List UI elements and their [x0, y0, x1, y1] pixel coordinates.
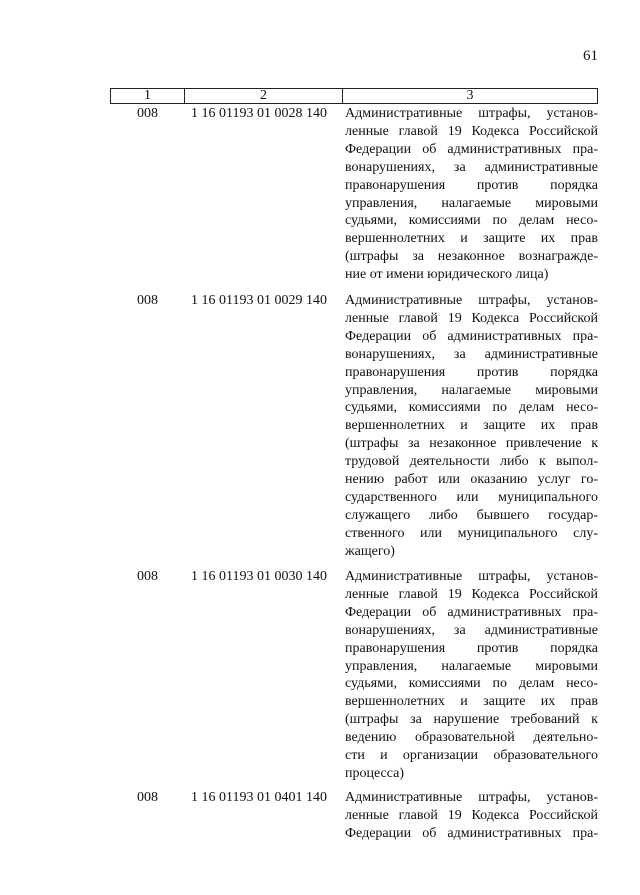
table-header [110, 88, 598, 104]
revenue-description [345, 292, 598, 561]
description-line: вонарушениях, за административные [345, 159, 598, 175]
revenue-description [345, 105, 598, 284]
budget-classification-code: 1 16 01193 01 0401 140 [191, 790, 327, 805]
admin-code: 008 [137, 293, 158, 308]
description-line: правонарушения против порядка [345, 640, 598, 656]
description-line: правонарушения против порядка [345, 177, 598, 193]
admin-code: 008 [137, 106, 158, 121]
admin-code: 008 [137, 569, 158, 584]
description-line: жащего) [345, 543, 395, 559]
description-line: Федерации об административных пра- [345, 604, 598, 620]
admin-code: 008 [137, 790, 158, 805]
description-line: ние от имени юридического лица) [345, 267, 549, 283]
description-line: ственного или муниципального слу- [345, 525, 598, 541]
description-line: управления, налагаемые мировыми [345, 195, 598, 211]
description-line: сударственного или муниципального [345, 489, 598, 505]
description-line: управления, налагаемые мировыми [345, 658, 598, 674]
description-line: вонарушениях, за административные [345, 346, 598, 362]
description-line: судьями, комиссиями по делам несо- [345, 676, 598, 692]
description-line: (штрафы за нарушение требований к [345, 712, 598, 728]
revenue-description [345, 568, 598, 783]
description-line: судьями, комиссиями по делам несо- [345, 400, 598, 416]
description-line: вонарушениях, за административные [345, 622, 598, 638]
description-line: Административные штрафы, установ- [345, 790, 598, 805]
description-line: судьями, комиссиями по делам несо- [345, 213, 598, 229]
budget-classification-code: 1 16 01193 01 0029 140 [191, 293, 327, 308]
budget-classification-code: 1 16 01193 01 0028 140 [191, 106, 327, 121]
column-header-1: 1 [111, 89, 185, 103]
description-line: вершеннолетних и защите их прав [345, 694, 598, 710]
description-line: ленные главой 19 Кодекса Российской [345, 586, 598, 602]
revenue-description [345, 789, 598, 843]
description-line: Федерации об административных пра- [345, 141, 598, 157]
budget-classification-code: 1 16 01193 01 0030 140 [191, 569, 327, 584]
description-line: трудовой деятельности либо к выпол- [345, 454, 598, 470]
description-line: процесса) [345, 765, 405, 781]
description-line: служащего либо бывшего государ- [345, 507, 598, 523]
column-header-2: 2 [185, 89, 343, 103]
column-header-3: 3 [466, 88, 474, 103]
description-line: вершеннолетних и защите их прав [345, 231, 598, 247]
description-line: ведению образовательной деятельно- [345, 730, 598, 746]
description-line: управления, налагаемые мировыми [345, 382, 598, 398]
description-line: нению работ или оказанию услуг го- [345, 472, 598, 488]
description-line: Административные штрафы, установ- [345, 106, 598, 121]
description-line: ленные главой 19 Кодекса Российской [345, 807, 598, 823]
description-line: ленные главой 19 Кодекса Российской [345, 123, 598, 139]
description-line: Федерации об административных пра- [345, 328, 598, 344]
description-line: (штрафы за незаконное привлечение к [345, 436, 598, 452]
description-line: Административные штрафы, установ- [345, 293, 598, 308]
description-line: вершеннолетних и защите их прав [345, 418, 598, 434]
page-number: 61 [583, 48, 598, 64]
description-line: (штрафы за незаконное вознагражде- [345, 249, 598, 265]
description-line: ленные главой 19 Кодекса Российской [345, 310, 598, 326]
description-line: Федерации об административных пра- [345, 825, 598, 841]
description-line: правонарушения против порядка [345, 364, 598, 380]
description-line: Административные штрафы, установ- [345, 569, 598, 584]
description-line: сти и организации образовательного [345, 748, 598, 764]
